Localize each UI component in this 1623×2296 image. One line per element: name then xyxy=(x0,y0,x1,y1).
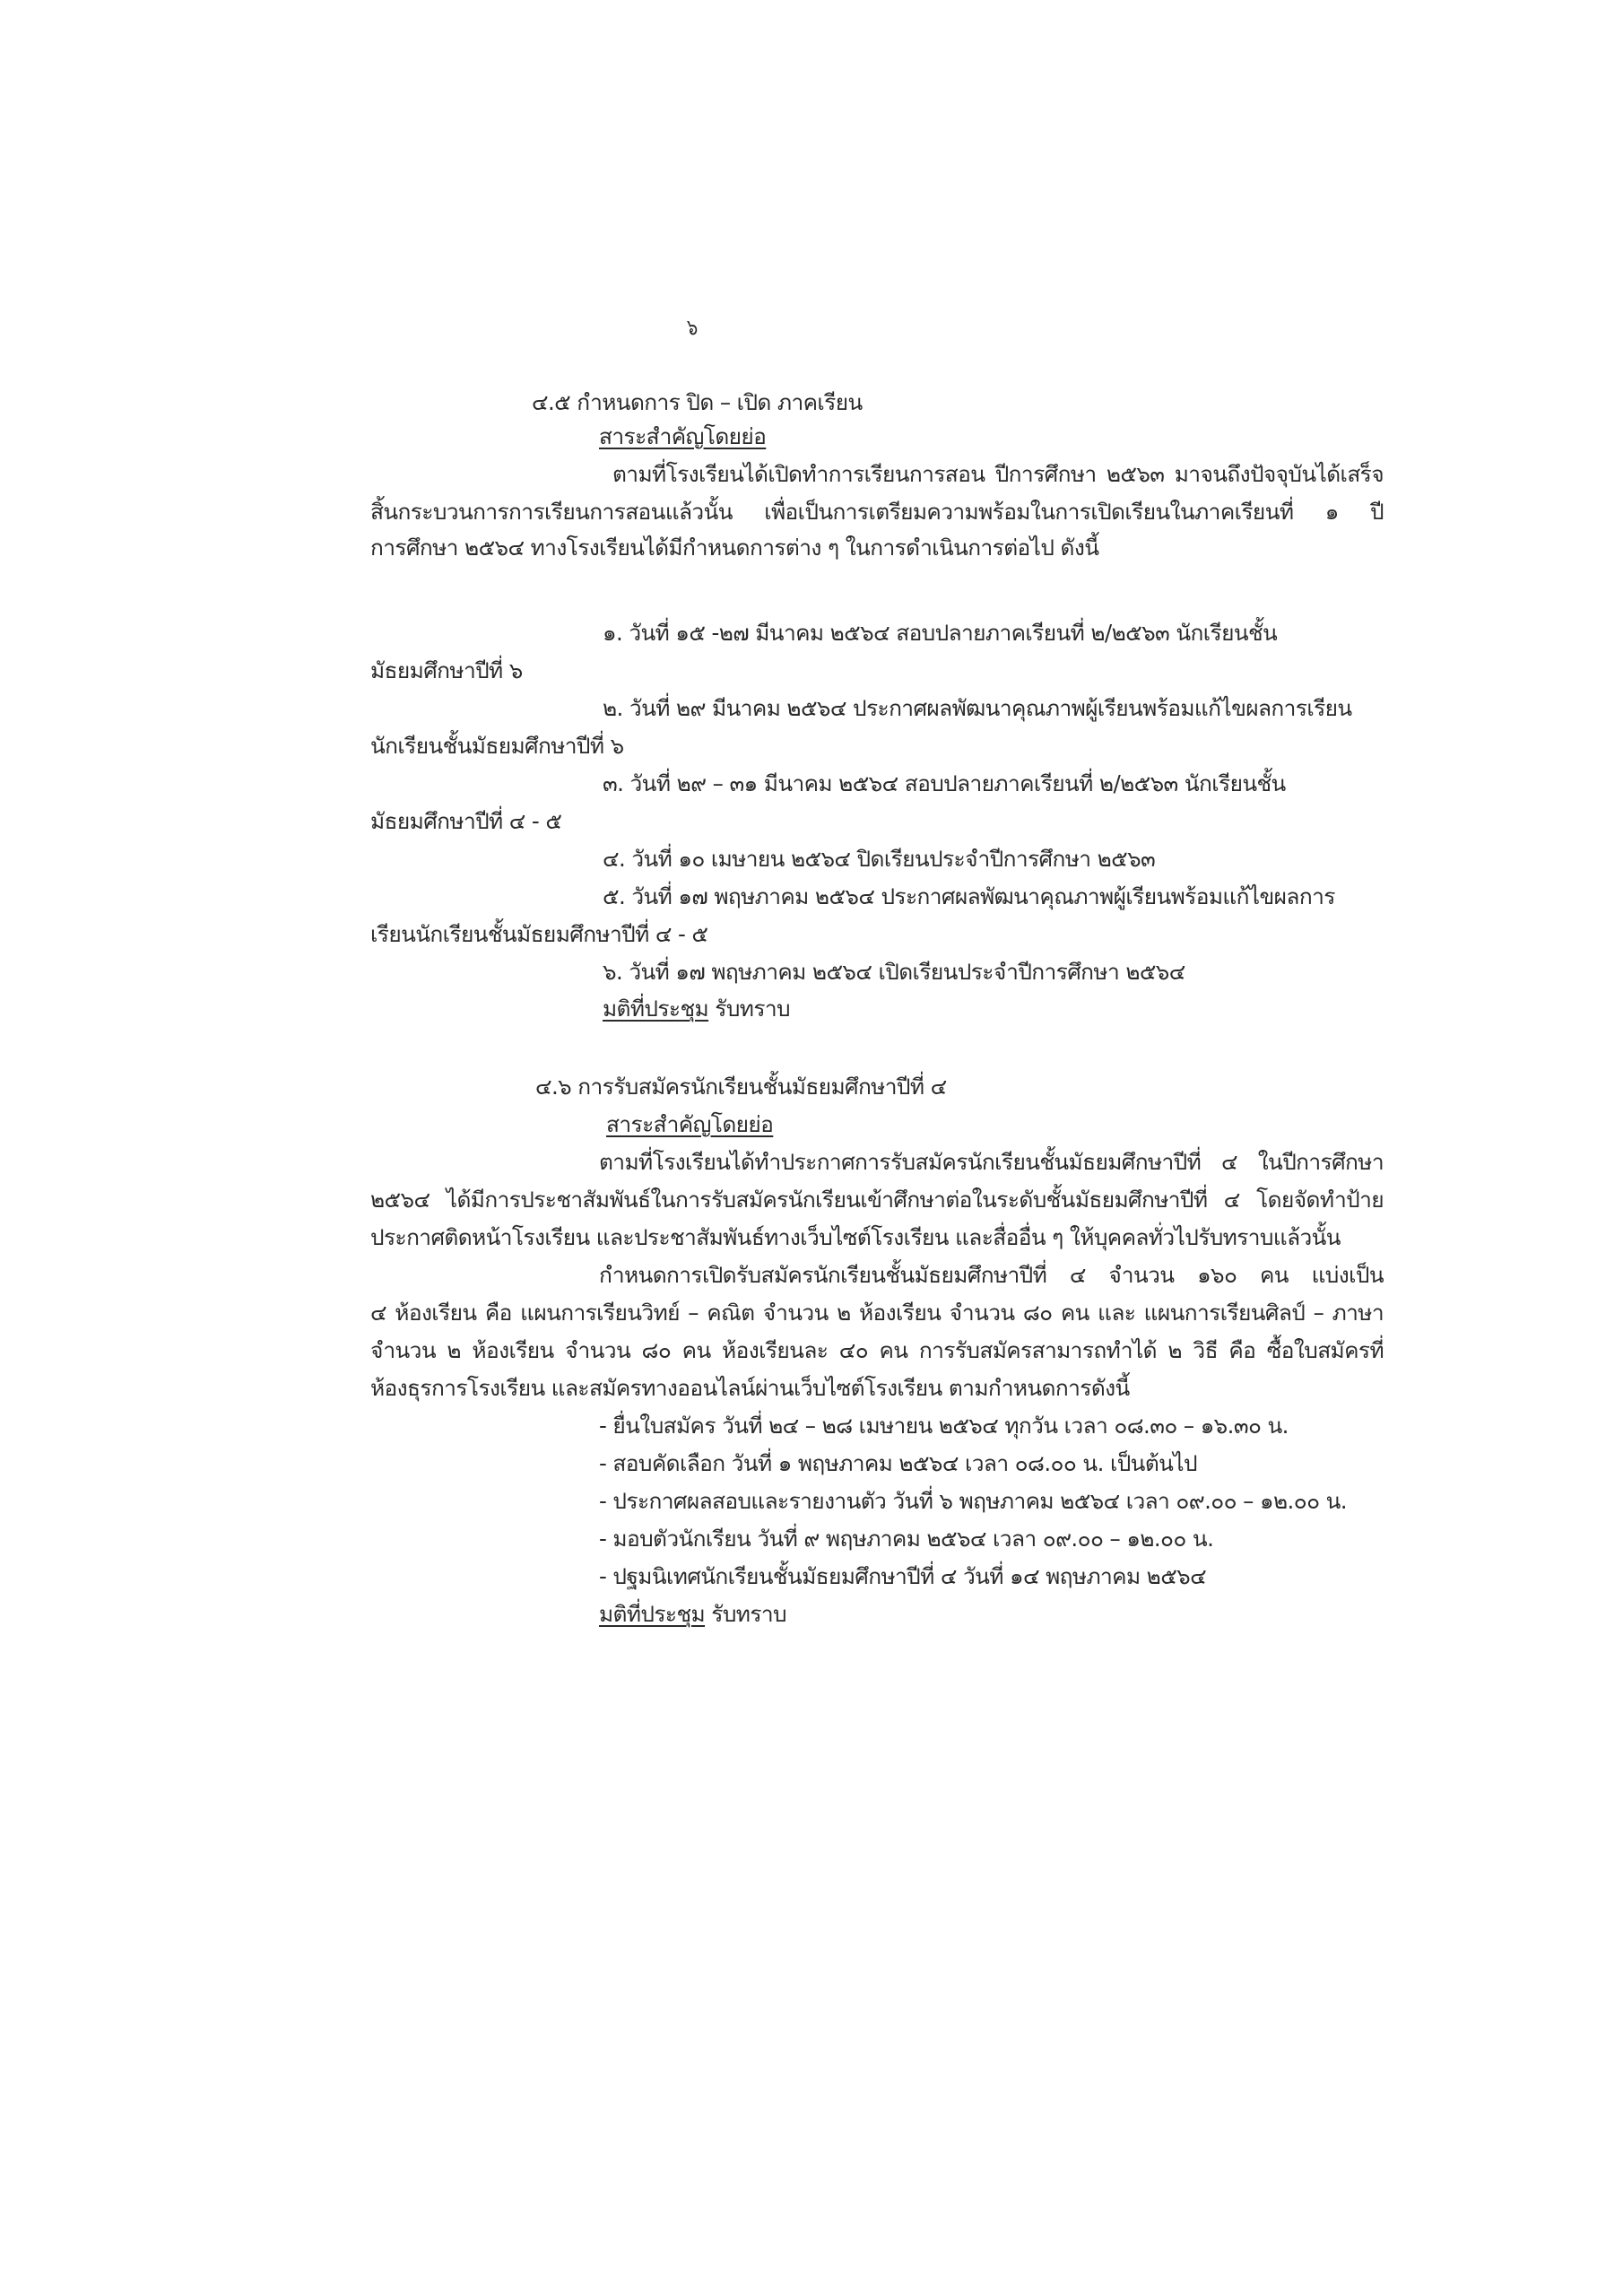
section-46-para2-line: ๔ ห้องเรียน คือ แผนการเรียนวิทย์ – คณิต จำนวน ๒ ห้องเรียน จำนวน ๘๐ คน และ แผนการเรียนศิลป์ – ภาษา xyxy=(370,1300,1384,1326)
admission-schedule-item: - สอบคัดเลือก วันที่ ๑ พฤษภาคม ๒๕๖๔ เวลา ๐๘.๐๐ น. เป็นต้นไป xyxy=(599,1450,1197,1476)
schedule-item: ๓. วันที่ ๒๙ – ๓๑ มีนาคม ๒๕๖๔ สอบปลายภาคเรียนที่ ๒/๒๕๖๓ นักเรียนชั้น xyxy=(603,770,1286,796)
section-46-para1-line: ตามที่โรงเรียนได้ทำประกาศการรับสมัครนักเรียนชั้นมัธยมศึกษาปีที่ ๔ ในปีการศึกษา xyxy=(599,1149,1384,1175)
section-45-heading: ๔.๕ กำหนดการ ปิด – เปิด ภาคเรียน xyxy=(532,389,863,415)
admission-schedule-item: - ปฐมนิเทศนักเรียนชั้นมัธยมศึกษาปีที่ ๔ วันที่ ๑๔ พฤษภาคม ๒๕๖๔ xyxy=(599,1563,1207,1589)
schedule-item-cont: มัธยมศึกษาปีที่ ๔ - ๕ xyxy=(370,808,562,834)
schedule-item: ๕. วันที่ ๑๗ พฤษภาคม ๒๕๖๔ ประกาศผลพัฒนาคุณภาพผู้เรียนพร้อมแก้ไขผลการ xyxy=(603,883,1335,909)
schedule-item: ๑. วันที่ ๑๕ -๒๗ มีนาคม ๒๕๖๔ สอบปลายภาคเรียนที่ ๒/๒๕๖๓ นักเรียนชั้น xyxy=(603,620,1278,646)
schedule-item: ๖. วันที่ ๑๗ พฤษภาคม ๒๕๖๔ เปิดเรียนประจำปีการศึกษา ๒๕๖๔ xyxy=(603,959,1185,985)
section-46-para2-line: จำนวน ๒ ห้องเรียน จำนวน ๘๐ คน ห้องเรียนละ ๔๐ คน การรับสมัครสามารถทำได้ ๒ วิธี คือ ซื้อใบสมัครที่ xyxy=(370,1337,1384,1363)
resolution-value: รับทราบ xyxy=(711,1601,786,1627)
section-46-summary-label: สาระสำคัญโดยย่อ xyxy=(606,1111,774,1137)
section-46-para2-line: กำหนดการเปิดรับสมัครนักเรียนชั้นมัธยมศึกษาปีที่ ๔ จำนวน ๑๖๐ คน แบ่งเป็น xyxy=(599,1262,1384,1288)
section-45-intro-line: สิ้นกระบวนการการเรียนการสอนแล้วนั้น เพื่อเป็นการเตรียมความพร้อมในการเปิดเรียนในภาคเรียนที่ ๑ ปี xyxy=(370,499,1384,525)
schedule-item: ๒. วันที่ ๒๙ มีนาคม ๒๕๖๔ ประกาศผลพัฒนาคุณภาพผู้เรียนพร้อมแก้ไขผลการเรียน xyxy=(603,695,1352,721)
section-46-para1-line: ประกาศติดหน้าโรงเรียน และประชาสัมพันธ์ทางเว็บไซต์โรงเรียน และสื่ออื่น ๆ ให้บุคคลทั่วไปรับทราบแล้วนั้น xyxy=(370,1224,1341,1250)
section-45-intro-line: ตามที่โรงเรียนได้เปิดทำการเรียนการสอน ปีการศึกษา ๒๕๖๓ มาจนถึงปัจจุบันได้เสร็จ xyxy=(612,461,1384,487)
section-46-para1-line: ๒๕๖๔ ได้มีการประชาสัมพันธ์ในการรับสมัครนักเรียนเข้าศึกษาต่อในระดับชั้นมัธยมศึกษาปีที่ ๔ โดยจัดทำป้าย xyxy=(370,1187,1384,1213)
section-45-resolution xyxy=(603,995,790,1023)
admission-schedule-item: - ยื่นใบสมัคร วันที่ ๒๔ – ๒๘ เมษายน ๒๕๖๔ ทุกวัน เวลา ๐๘.๓๐ – ๑๖.๓๐ น. xyxy=(599,1413,1289,1439)
admission-schedule-item: - ประกาศผลสอบและรายงานตัว วันที่ ๖ พฤษภาคม ๒๕๖๔ เวลา ๐๙.๐๐ – ๑๒.๐๐ น. xyxy=(599,1488,1347,1514)
schedule-item-cont: นักเรียนชั้นมัธยมศึกษาปีที่ ๖ xyxy=(370,733,624,759)
page-number: ๖ xyxy=(686,314,698,340)
section-46-heading: ๔.๖ การรับสมัครนักเรียนชั้นมัธยมศึกษาปีที่ ๔ xyxy=(535,1074,947,1100)
section-46-resolution xyxy=(599,1600,786,1629)
section-45-intro-line: การศึกษา ๒๕๖๔ ทางโรงเรียนได้มีกำหนดการต่าง ๆ ในการดำเนินการต่อไป ดังนี้ xyxy=(370,535,1099,561)
resolution-label: มติที่ประชุม xyxy=(599,1601,706,1627)
resolution-value: รับทราบ xyxy=(715,996,790,1022)
schedule-item-cont: มัธยมศึกษาปีที่ ๖ xyxy=(370,657,523,683)
schedule-item: ๔. วันที่ ๑๐ เมษายน ๒๕๖๔ ปิดเรียนประจำปีการศึกษา ๒๕๖๓ xyxy=(603,846,1156,872)
resolution-label: มติที่ประชุม xyxy=(603,996,709,1022)
admission-schedule-item: - มอบตัวนักเรียน วันที่ ๙ พฤษภาคม ๒๕๖๔ เวลา ๐๙.๐๐ – ๑๒.๐๐ น. xyxy=(599,1526,1214,1552)
section-46-para2-line: ห้องธุรการโรงเรียน และสมัครทางออนไลน์ผ่านเว็บไซต์โรงเรียน ตามกำหนดการดังนี้ xyxy=(370,1375,1130,1401)
schedule-item-cont: เรียนนักเรียนชั้นมัธยมศึกษาปีที่ ๔ - ๕ xyxy=(370,921,708,947)
section-45-summary-label: สาระสำคัญโดยย่อ xyxy=(599,423,767,449)
